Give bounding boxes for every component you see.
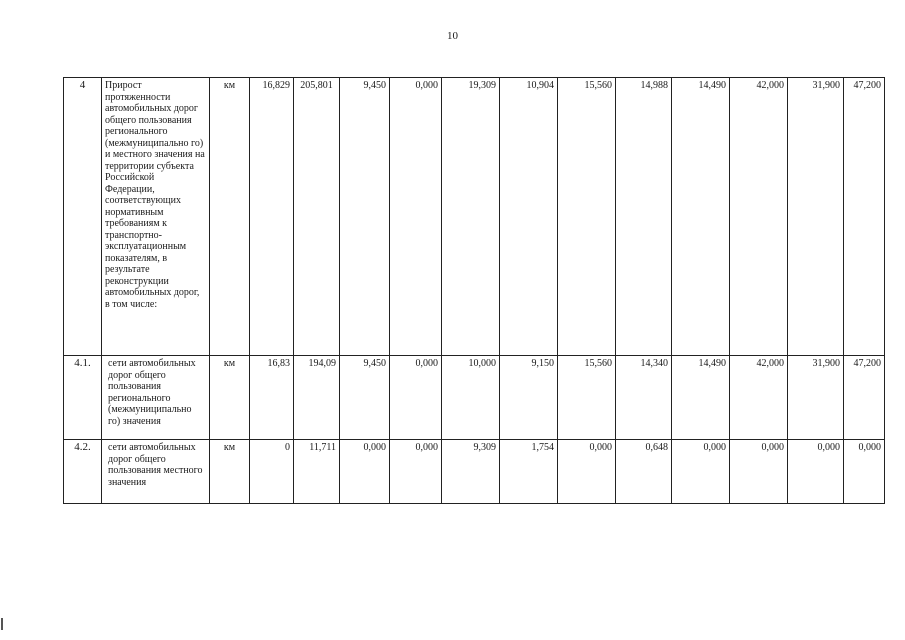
value-cell: 0,000	[788, 440, 844, 504]
indicator-table	[63, 77, 885, 504]
value-cell: 31,900	[788, 78, 844, 356]
value-cell: 15,560	[558, 356, 616, 440]
value-cell: 31,900	[788, 356, 844, 440]
value-cell: 0,000	[390, 440, 442, 504]
unit-cell: км	[210, 356, 250, 440]
value-cell: 15,560	[558, 78, 616, 356]
value-cell: 0,000	[730, 440, 788, 504]
indicator-name: сети автомобильных дорог общего пользования регионального (межмуниципально го) значения	[102, 356, 210, 440]
value-cell: 0,000	[390, 356, 442, 440]
value-cell: 0	[250, 440, 294, 504]
value-cell: 194,09	[294, 356, 340, 440]
row-number: 4.2.	[64, 440, 102, 504]
indicator-name: Прирост протяженности автомобильных дорог общего пользования регионального (межмуниципально го) и местного значения на территории субъекта Российской Федерации, соответствующих нормативным требованиям к транспортно-эксплуатационным показателям, в результате реконструкции автомобильных дорог, в том числе:	[102, 78, 210, 356]
value-cell: 0,000	[558, 440, 616, 504]
table-row	[64, 356, 885, 440]
value-cell: 47,200	[844, 78, 885, 356]
row-number: 4	[64, 78, 102, 356]
value-cell: 9,450	[340, 78, 390, 356]
value-cell: 42,000	[730, 356, 788, 440]
table-row	[64, 440, 885, 504]
indicator-name: сети автомобильных дорог общего пользования местного значения	[102, 440, 210, 504]
value-cell: 14,490	[672, 356, 730, 440]
value-cell: 14,988	[616, 78, 672, 356]
value-cell: 11,711	[294, 440, 340, 504]
unit-cell: км	[210, 440, 250, 504]
value-cell: 9,150	[500, 356, 558, 440]
value-cell: 42,000	[730, 78, 788, 356]
value-cell: 19,309	[442, 78, 500, 356]
scan-edge-mark	[1, 618, 3, 630]
value-cell: 0,000	[340, 440, 390, 504]
value-cell: 9,309	[442, 440, 500, 504]
page-number: 10	[447, 30, 458, 42]
value-cell: 14,490	[672, 78, 730, 356]
value-cell: 9,450	[340, 356, 390, 440]
value-cell: 16,829	[250, 78, 294, 356]
value-cell: 205,801	[294, 78, 340, 356]
value-cell: 0,648	[616, 440, 672, 504]
value-cell: 47,200	[844, 356, 885, 440]
row-number: 4.1.	[64, 356, 102, 440]
value-cell: 0,000	[672, 440, 730, 504]
value-cell: 0,000	[844, 440, 885, 504]
value-cell: 10,000	[442, 356, 500, 440]
value-cell: 16,83	[250, 356, 294, 440]
value-cell: 0,000	[390, 78, 442, 356]
value-cell: 1,754	[500, 440, 558, 504]
table-row	[64, 78, 885, 356]
value-cell: 10,904	[500, 78, 558, 356]
value-cell: 14,340	[616, 356, 672, 440]
unit-cell: км	[210, 78, 250, 356]
